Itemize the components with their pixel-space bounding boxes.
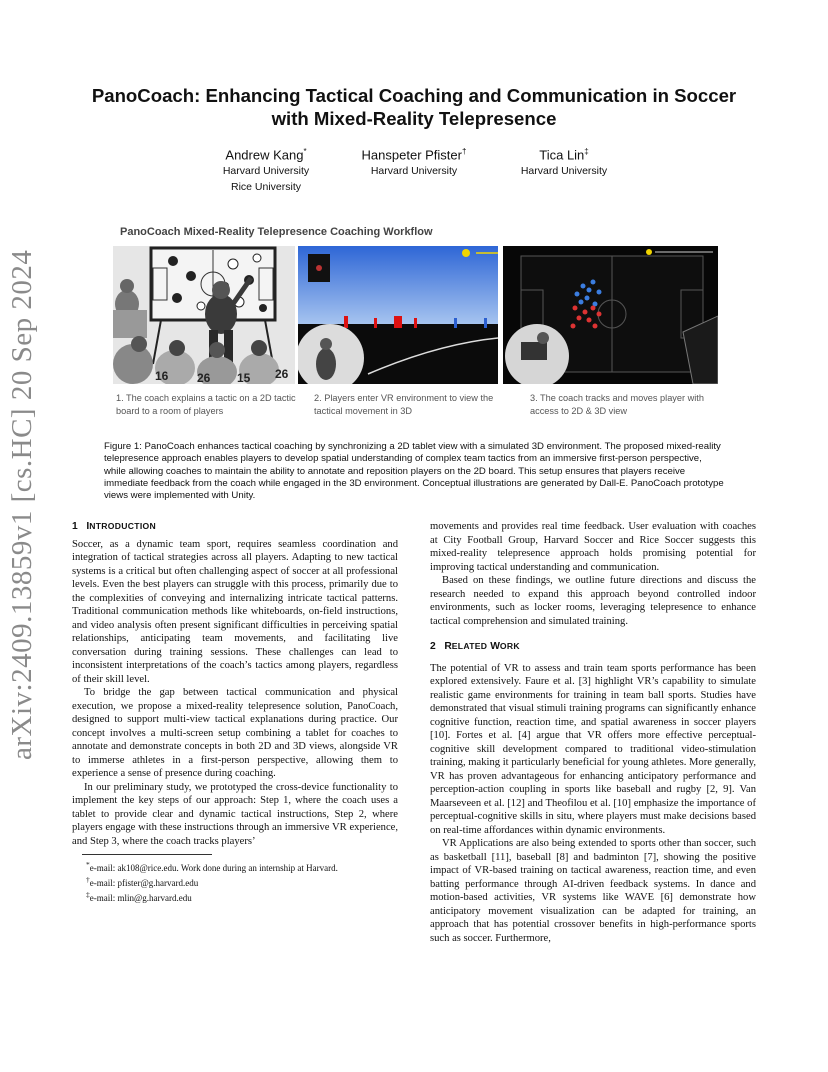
author-mark: * <box>303 147 307 156</box>
author-name: Andrew Kang <box>225 147 304 163</box>
paragraph: movements and provides real time feedback. User evaluation with coaches at City Football Group, Harvard Soccer and Rice Soccer suggests this mixed-reality telepresence approach holds promising potential for improving tactical understanding and communication. <box>430 521 756 573</box>
panel-caption-2: 2. Players enter VR environment to view the tactical movement in 3D <box>314 393 494 416</box>
author-block-2 <box>344 143 484 179</box>
section-heading-related-work: 2 RELATED WORK <box>430 641 520 652</box>
paragraph: To bridge the gap between tactical communication and physical execution, we propose a mixed-reality telepresence solution, PanoCoach, designed to support multi-view tactical explanations during practice. Our concept involves a multi-screen setup combining a tablet for coaches to annotate and demonstrate concepts in both 2D and 3D views, alongside VR to immerse athletes in a first-person perspective, allowing them to experience a sense of presence during coaching. <box>72 687 398 779</box>
right-column <box>430 520 756 945</box>
author-mark: ‡ <box>584 147 589 156</box>
author-name: Tica Lin <box>539 147 585 163</box>
section-heading-introduction: 1 INTRODUCTION <box>72 521 156 532</box>
title-line-1: PanoCoach: Enhancing Tactical Coaching and Communication in Soccer <box>91 85 737 106</box>
footnote: †e-mail: pfister@g.harvard.edu <box>86 875 199 888</box>
author-name: Hanspeter Pfister <box>361 147 462 163</box>
title-line-2: with Mixed-Reality Telepresence <box>271 108 557 129</box>
jersey-number: 26 <box>197 371 211 384</box>
paragraph: Based on these findings, we outline future directions and discuss the research needed to expand this approach beyond controlled indoor environments, such as locker rooms, leveraging telepresence to enhance tactical comprehension and simulated training. <box>430 575 756 627</box>
figure-caption: Figure 1: PanoCoach enhances tactical coaching by synchronizing a 2D tablet view with a simulated 3D environment. The proposed mixed-reality telepresence approach enables players to develop spatial understanding of complex team tactics from an immersive first-person perspective, while allowing coaches to maintain the ability to annotate and reposition players on the 2D board. This setup ensures that players receive immediate feedback from the coach while engaged in the 3D environment. Conceptual illustrations are generated by Dall-E. PanoCoach prototype views were implemented with Unity. <box>104 441 724 502</box>
tracking-scene <box>503 246 718 384</box>
author-block-3 <box>494 143 634 179</box>
figure-panel-coach-board <box>113 246 295 384</box>
arxiv-identifier: arXiv:2409.13859v1 [cs.HC] 20 Sep 2024 <box>6 249 38 760</box>
author-affiliation: Harvard University <box>222 165 310 178</box>
footnote-rule <box>82 854 212 855</box>
footnote: *e-mail: ak108@rice.edu. Work done during an internship at Harvard. <box>86 860 338 873</box>
panel-caption-3: 3. The coach tracks and moves player with access to 2D & 3D view <box>530 393 704 416</box>
footnote: ‡e-mail: mlin@g.harvard.edu <box>86 890 192 903</box>
jersey-number: 26 <box>275 367 289 381</box>
jersey-number: 15 <box>237 371 251 384</box>
vr-scene <box>298 246 498 384</box>
coach-illustration <box>113 246 295 384</box>
left-column <box>72 520 398 904</box>
author-block-1 <box>196 143 336 195</box>
paper-title <box>60 84 768 130</box>
author-affiliation: Harvard University <box>520 165 608 178</box>
paragraph: The potential of VR to assess and train team sports performance has been explored extensively. Faure et al. [3] highlight VR’s capability to simulate realistic game environments for training in team ball sports. Studies have demonstrated that visual stimuli training programs can significantly enhance cognitive function, reaction time, and spatial awareness in soccer players [10]. Fortes et al. [4] argue that VR offers more effective perceptual-cognitive skill development compared to traditional video-stimulation training, making it particularly beneficial for young athletes. More generally, VR has proven advantageous for enhancing anticipatory performance and perception-action coupling in sports like baseball and rugby [2, 9]. Van Maarseveen et al. [12] and Theofilou et al. [10] emphasize the importance of perceptual-cognitive skills in situ, where players must make decisions based on real-time affordances within dynamic environments. <box>430 662 756 836</box>
figure-header: PanoCoach Mixed-Reality Telepresence Coaching Workflow <box>120 226 433 238</box>
panel-caption-1: 1. The coach explains a tactic on a 2D tactic board to a room of players <box>116 393 296 416</box>
paragraph: Soccer, as a dynamic team sport, requires seamless coordination and integration of tactical strategies across all players. Adapting to new tactical systems is a critical but often challenging aspect of soccer at all professional levels. Even the best players can struggle with this process, primarily due to the complexities of conveying and internalizing intricate tactical patterns. Traditional communication methods like whiteboards, on-field instructions, and video analysis often present significant difficulties in perceiving spatial relationships, anticipating team movements, and facilitating live conversation during training sessions. These challenges can lead to inconsistent interpretations of the coach’s tactics among players, regardless of their skill level. <box>72 538 398 685</box>
figure-panel-vr-view <box>298 246 498 384</box>
jersey-number: 16 <box>155 369 169 383</box>
paragraph: In our preliminary study, we prototyped the cross-device functionality to implement the key steps of our approach: Step 1, where the coach uses a tablet to provide clear and dynamic tactical instructions, Step 2, where players engage with these instructions through an immersive VR experience, and Step 3, where the coach tracks players’ <box>72 781 398 847</box>
author-mark: † <box>461 147 467 156</box>
author-affiliation: Rice University <box>230 181 301 194</box>
figure-panel-tracking-view <box>503 246 718 384</box>
author-affiliation: Harvard University <box>370 165 458 178</box>
paragraph: VR Applications are also being extended to sports other than soccer, such as basketball [11], baseball [8] and badminton [7], showing the positive impact of VR-based training on tactical awareness, reaction time, and even batting performance through AI-driven feedback systems. In dance and motion-based activities, VR systems like WAVE [6] demonstrate how anticipatory movement visualization can be adapted for training, an approach that has potential crossover benefits in high-performance sports such as soccer. Furthermore, <box>430 838 756 944</box>
